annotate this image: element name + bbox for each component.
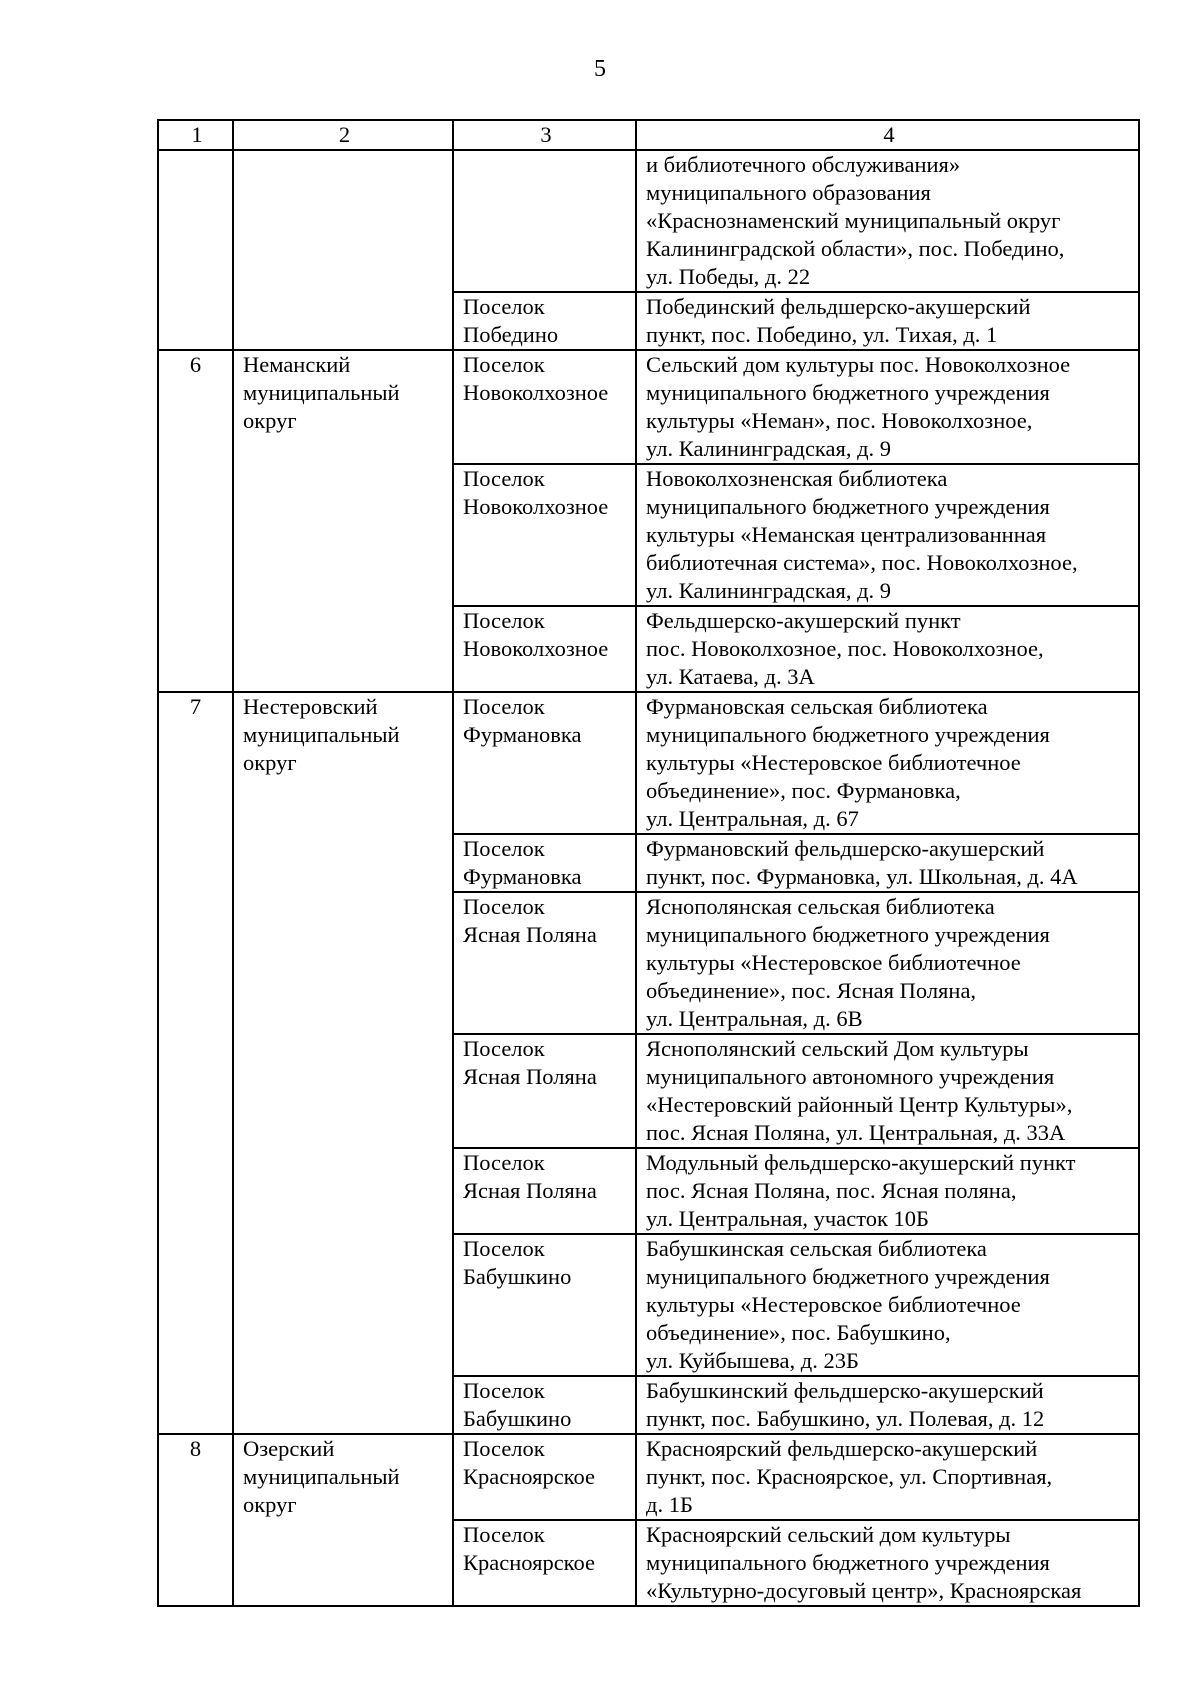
object-cell: Фурмановская сельская библиотека муниципального бюджетного учреждения культуры «Нестеровское библиотечное объединение», пос. Фурмановка, ул. Центральная, д. 67: [636, 692, 1139, 834]
settlement-cell: [453, 150, 636, 292]
column-header-4: 4: [636, 120, 1139, 150]
object-cell: Яснополянский сельский Дом культуры муниципального автономного учреждения «Нестеровский районный Центр Культуры», пос. Ясная Поляна, ул. Центральная, д. 33А: [636, 1034, 1139, 1148]
settlement-cell: Поселок Фурмановка: [453, 692, 636, 834]
column-header-2: 2: [233, 120, 453, 150]
object-cell: и библиотечного обслуживания» муниципального образования «Краснознаменский муниципальный округ Калининградской области», пос. Победино, ул. Победы, д. 22: [636, 150, 1139, 292]
district-cell: Неманский муниципальный округ: [233, 350, 453, 692]
settlement-cell: Поселок Победино: [453, 292, 636, 350]
object-cell: Бабушкинский фельдшерско-акушерский пункт, пос. Бабушкино, ул. Полевая, д. 12: [636, 1376, 1139, 1434]
table-row: [158, 692, 1139, 834]
settlement-cell: Поселок Красноярское: [453, 1520, 636, 1606]
row-number-cell: 7: [158, 692, 233, 1434]
table-row: [158, 350, 1139, 464]
object-cell: Красноярский сельский дом культуры муниципального бюджетного учреждения «Культурно-досуговый центр», Красноярская: [636, 1520, 1139, 1606]
settlement-cell: Поселок Новоколхозное: [453, 464, 636, 606]
district-cell: [233, 150, 453, 350]
object-cell: Бабушкинская сельская библиотека муниципального бюджетного учреждения культуры «Нестеровское библиотечное объединение», пос. Бабушкино, ул. Куйбышева, д. 23Б: [636, 1234, 1139, 1376]
settlement-cell: Поселок Бабушкино: [453, 1234, 636, 1376]
object-cell: Новоколхозненская библиотека муниципального бюджетного учреждения культуры «Неманская централизованнная библиотечная система», пос. Новоколхозное, ул. Калининградская, д. 9: [636, 464, 1139, 606]
row-number-cell: 8: [158, 1434, 233, 1606]
settlement-cell: Поселок Новоколхозное: [453, 606, 636, 692]
settlement-cell: Поселок Фурмановка: [453, 834, 636, 892]
settlement-cell: Поселок Новоколхозное: [453, 350, 636, 464]
page-number: 5: [594, 56, 606, 82]
settlement-cell: Поселок Бабушкино: [453, 1376, 636, 1434]
district-cell: Озерский муниципальный округ: [233, 1434, 453, 1606]
row-number-cell: 6: [158, 350, 233, 692]
column-header-1: 1: [158, 120, 233, 150]
settlement-cell: Поселок Ясная Поляна: [453, 892, 636, 1034]
object-cell: Фельдшерско-акушерский пункт пос. Новоколхозное, пос. Новоколхозное, ул. Катаева, д. 3А: [636, 606, 1139, 692]
settlement-cell: Поселок Ясная Поляна: [453, 1034, 636, 1148]
facilities-table: [157, 119, 1140, 1607]
object-cell: Яснополянская сельская библиотека муниципального бюджетного учреждения культуры «Нестеровское библиотечное объединение», пос. Ясная Поляна, ул. Центральная, д. 6В: [636, 892, 1139, 1034]
settlement-cell: Поселок Ясная Поляна: [453, 1148, 636, 1234]
settlement-cell: Поселок Красноярское: [453, 1434, 636, 1520]
object-cell: Сельский дом культуры пос. Новоколхозное муниципального бюджетного учреждения культуры «Неман», пос. Новоколхозное, ул. Калининградская, д. 9: [636, 350, 1139, 464]
column-header-3: 3: [453, 120, 636, 150]
object-cell: Побединский фельдшерско-акушерский пункт, пос. Победино, ул. Тихая, д. 1: [636, 292, 1139, 350]
object-cell: Фурмановский фельдшерско-акушерский пункт, пос. Фурмановка, ул. Школьная, д. 4А: [636, 834, 1139, 892]
object-cell: Модульный фельдшерско-акушерский пункт пос. Ясная Поляна, пос. Ясная поляна, ул. Центральная, участок 10Б: [636, 1148, 1139, 1234]
table-header-row: [158, 120, 1139, 150]
table-row: [158, 1434, 1139, 1520]
object-cell: Красноярский фельдшерско-акушерский пункт, пос. Красноярское, ул. Спортивная, д. 1Б: [636, 1434, 1139, 1520]
row-number-cell: [158, 150, 233, 350]
table-row: [158, 150, 1139, 292]
district-cell: Нестеровский муниципальный округ: [233, 692, 453, 1434]
